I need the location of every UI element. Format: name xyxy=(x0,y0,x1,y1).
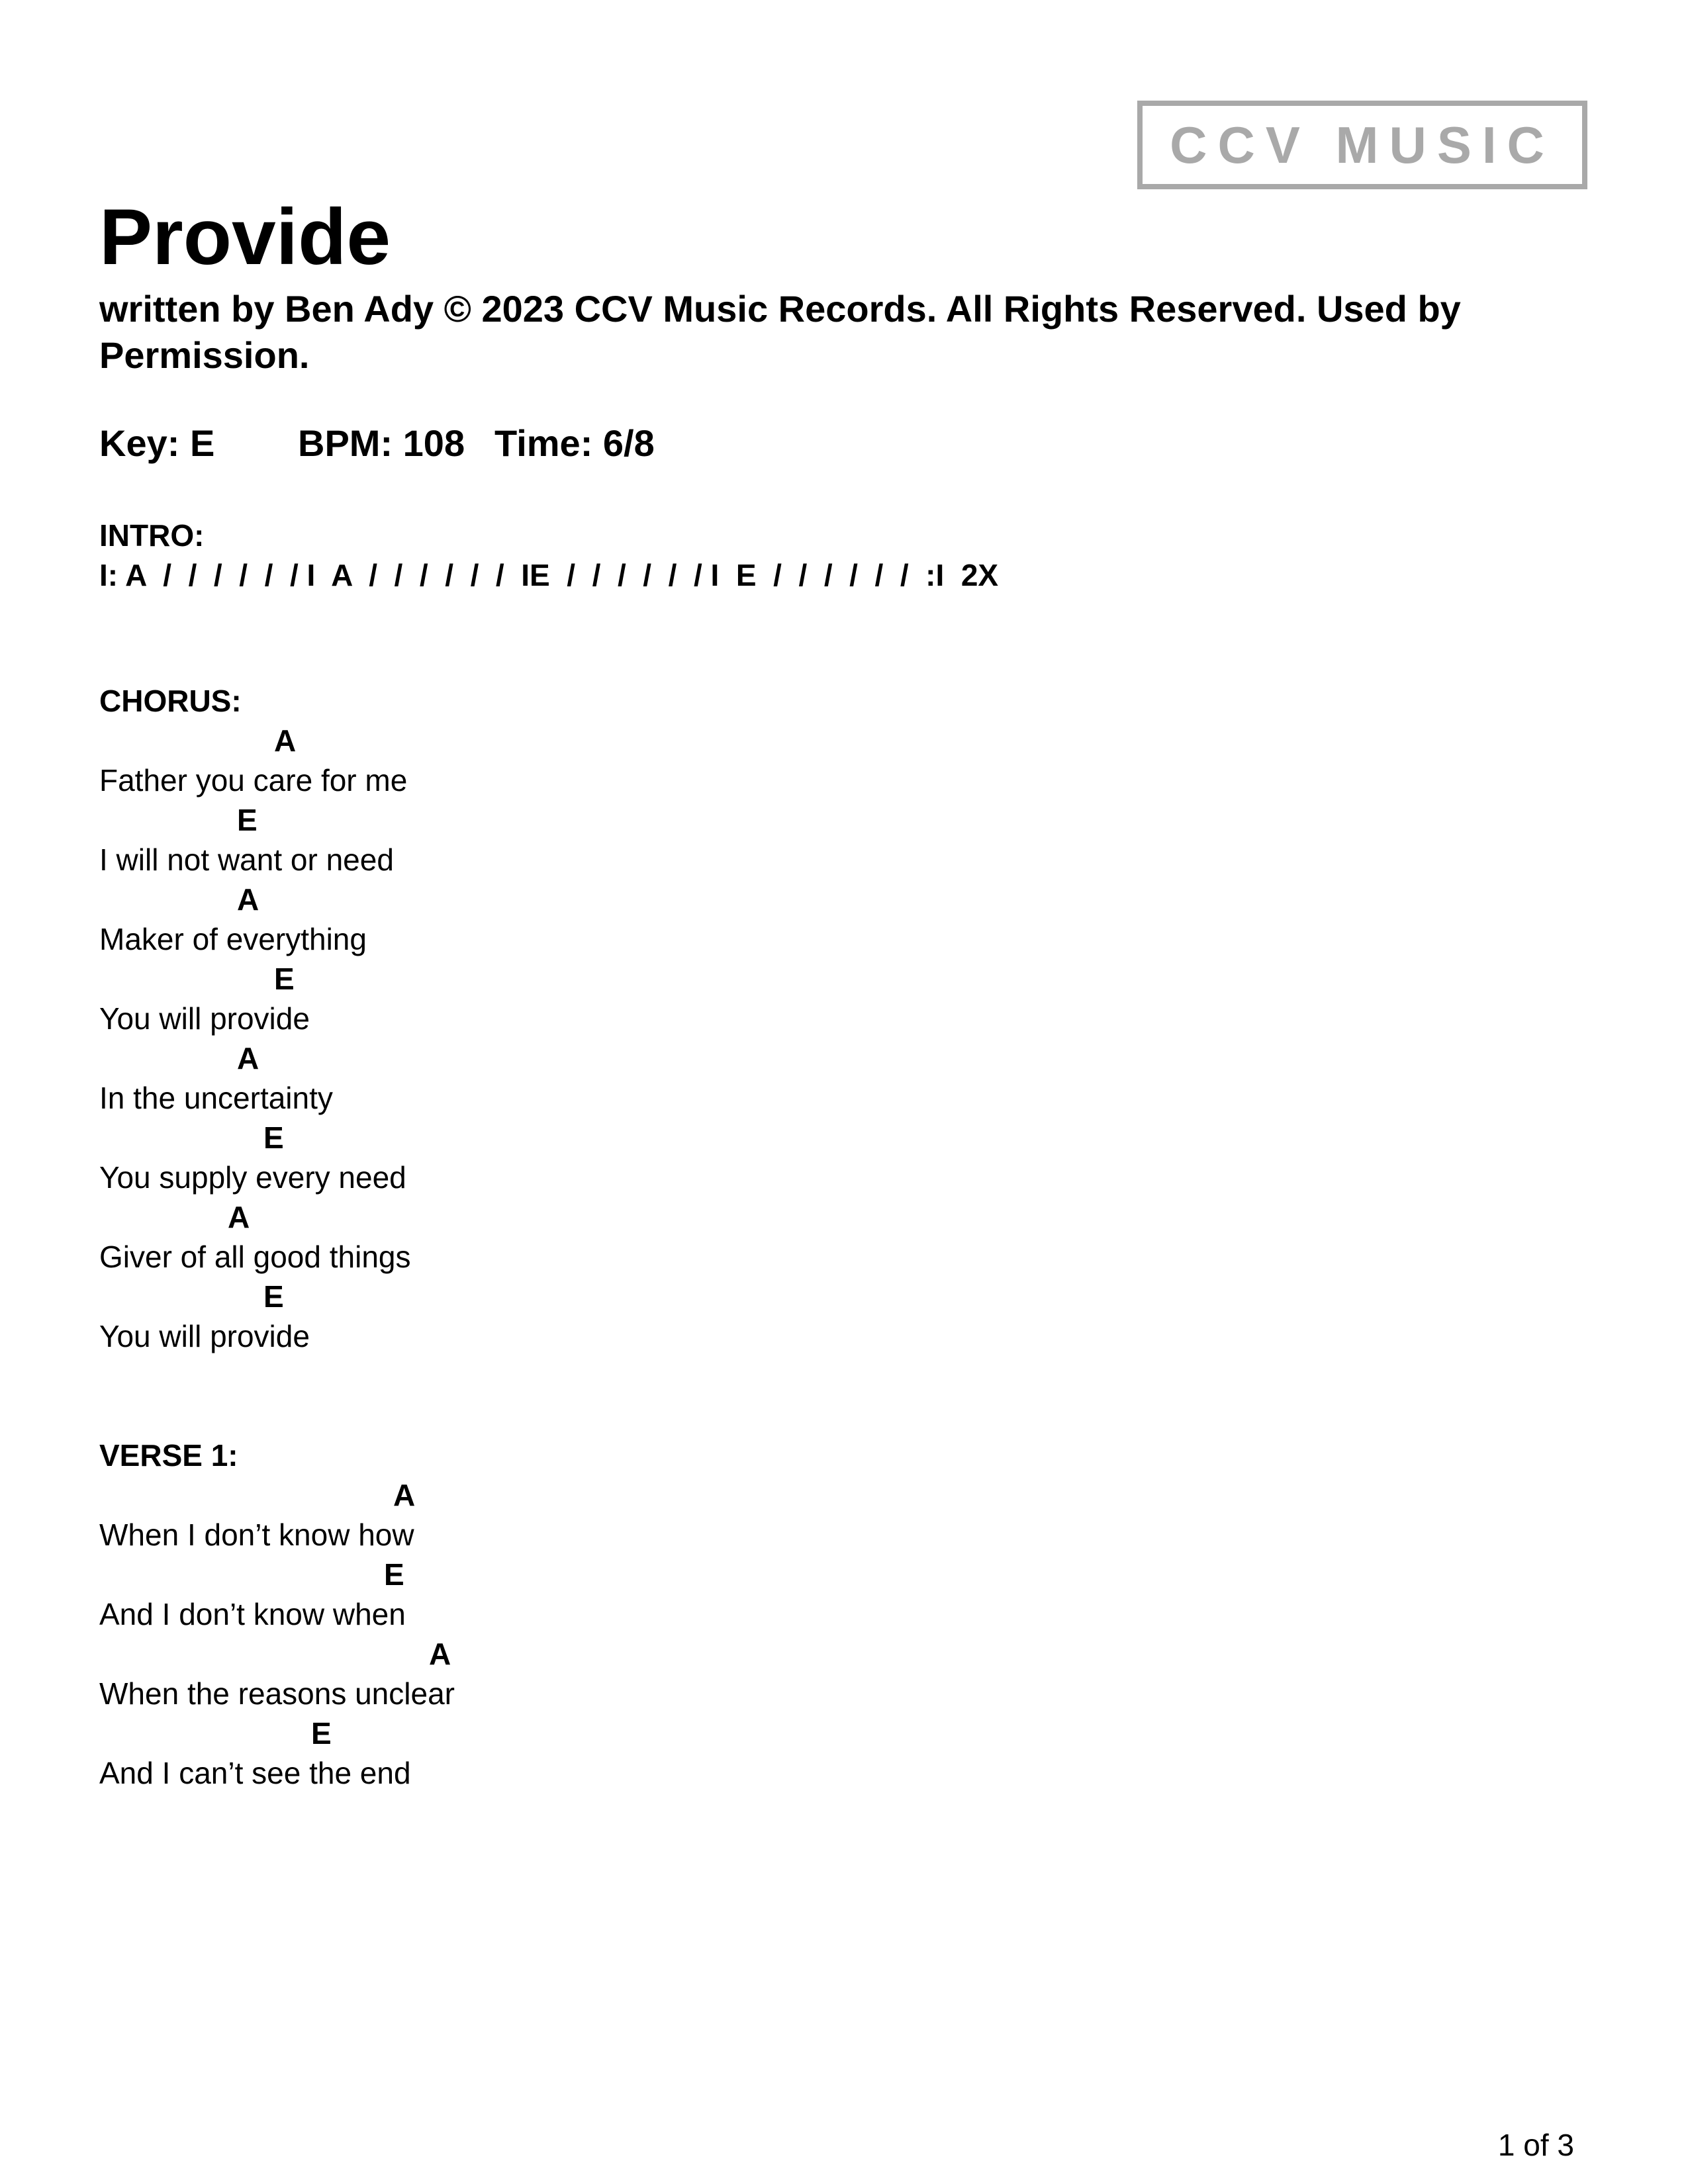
verse1-lyric: And I can’t see the end xyxy=(99,1756,411,1790)
song-credit: written by Ben Ady © 2023 CCV Music Records. All Rights Reserved. Used by Permission. xyxy=(99,288,1461,376)
chorus-lyric: Giver of all good things xyxy=(99,1240,411,1274)
chorus-chord: A xyxy=(237,1041,259,1075)
chorus-lyric: I will not want or need xyxy=(99,842,394,877)
intro-label: INTRO: xyxy=(99,518,205,553)
chorus-chord: E xyxy=(237,803,258,837)
song-key: Key: E xyxy=(99,422,215,464)
chorus-chord: E xyxy=(263,1120,284,1155)
chorus-chord: E xyxy=(274,962,295,996)
chorus-chord: A xyxy=(237,882,259,917)
chorus-label: CHORUS: xyxy=(99,684,242,718)
chorus-lyric: Father you care for me xyxy=(99,763,408,797)
verse1-lyric: When I don’t know how xyxy=(99,1518,414,1552)
song-time-signature: Time: 6/8 xyxy=(494,422,655,464)
verse1-lyric: And I don’t know when xyxy=(99,1597,406,1631)
song-bpm: BPM: 108 xyxy=(298,422,465,464)
page-number: 1 of 3 xyxy=(1497,2128,1574,2162)
chorus-chord: A xyxy=(274,723,297,758)
verse1-chord: E xyxy=(384,1557,404,1592)
chorus-lyric: You will provide xyxy=(99,1319,310,1353)
chorus-lyric: Maker of everything xyxy=(99,922,367,956)
verse1-lyric: When the reasons unclear xyxy=(99,1676,455,1711)
verse1-label: VERSE 1: xyxy=(99,1438,238,1473)
chorus-chord: A xyxy=(228,1200,250,1234)
chorus-lyric: You supply every need xyxy=(99,1160,406,1195)
chorus-chord: E xyxy=(263,1279,284,1314)
ccv-music-logo xyxy=(1137,101,1587,189)
intro-chord-line: I: A / / / / / / I A / / / / / / IE / / / / / / I E / / / / / / :I 2X xyxy=(99,558,999,592)
chorus-lyric: You will provide xyxy=(99,1001,310,1036)
verse1-chord: A xyxy=(429,1637,451,1671)
logo-text: CCV MUSIC xyxy=(1170,115,1555,174)
song-title: Provide xyxy=(99,193,391,281)
verse1-chord: E xyxy=(311,1716,332,1751)
chorus-lyric: In the uncertainty xyxy=(99,1081,333,1115)
verse1-chord: A xyxy=(393,1478,416,1512)
